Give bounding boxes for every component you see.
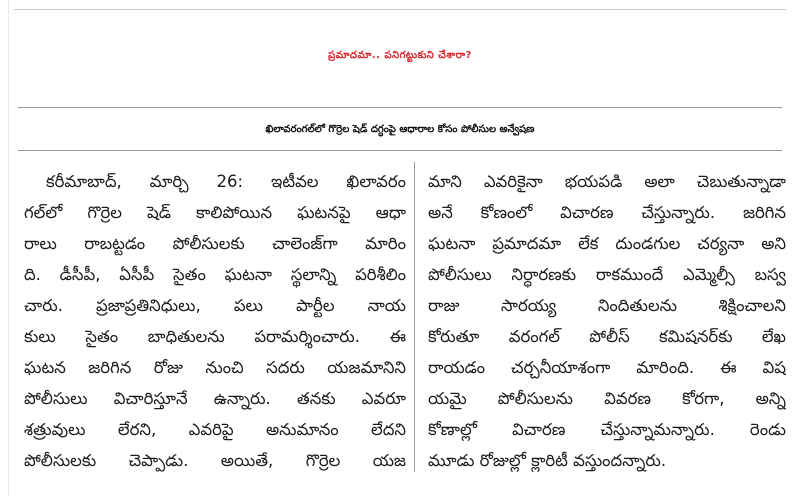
column-divider: [414, 162, 415, 472]
article-column-right: [428, 166, 786, 476]
subheadline-divider: [18, 150, 782, 151]
text-line: రాలు రాబట్టడం పోలీసులకు చాలెంజ్‌గా మారిం: [24, 234, 406, 253]
text-line: ఘటన జరిగిన రోజు నుంచి సదరు యజమానిని: [24, 358, 406, 377]
text-line: శత్రువులు లేరని, ఎవరిపై అనుమానం లేదని: [24, 420, 406, 439]
top-rule: [14, 9, 786, 10]
text-line: పోలీసులు విచారిస్తూనే ఉన్నారు. తనకు ఎవరూ: [24, 389, 406, 408]
text-line: గల్‌లో గొర్రెల షెడ్ కాలిపోయిన ఘటనపై ఆధా: [24, 203, 406, 222]
headline: ప్రమాదమా.. పనిగట్టుకుని చేశారా?: [328, 50, 472, 61]
text-line: పోలీసులకు చెప్పాడు. అయితే, గొర్రెల యజ: [24, 451, 406, 470]
text-line: కరీమాబాద్, మార్చి 26: ఇటీవల ఖిలావరం: [46, 172, 406, 191]
text-line: పోలీసులు నిర్ధారణకు రాకముందే ఎమ్మెల్సీ బస్వ: [428, 265, 786, 284]
text-line: రాయడం చర్చనీయాశంగా మారింది. ఈ విష: [428, 358, 786, 377]
subheadline: ఖిలావరంగల్‌లో గొర్రెల షెడ్ దగ్ధంపై ఆధారాల కోసం పోలీసుల అన్వేషణ: [265, 124, 535, 135]
headline-divider: [18, 107, 782, 108]
text-line: మాని ఎవరికైనా భయపడి అలా చెబుతున్నాడా: [428, 172, 786, 191]
text-line: మూడు రోజుల్లో క్లారిటీ వస్తుందన్నారు.: [428, 451, 667, 470]
text-line: అనే కోణంలో విచారణ చేస్తున్నారు. జరిగిన: [428, 203, 786, 222]
text-line: ఘటనా ప్రమాదమా లేక దుండగుల చర్యనా అని: [428, 234, 786, 253]
text-line: చారు. ప్రజాప్రతినిధులు, పలు పార్టీల నాయ: [24, 296, 406, 315]
text-line: కోణాల్లో విచారణ చేస్తున్నామన్నారు. రెండు: [428, 420, 786, 439]
article-column-left: [24, 166, 406, 476]
text-line: ది. డీసీపీ, ఏసీపీ సైతం ఘటనా స్థలాన్ని పరిశీలిం: [24, 265, 406, 284]
text-line: కోరుతూ వరంగల్ పోలీస్ కమిషనర్‌కు లేఖ: [428, 327, 786, 346]
text-line: కులు సైతం బాధితులను పరామర్శించారు. ఈ: [24, 327, 406, 346]
text-line: యమై పోలీసులను వివరణ కోరగా, అన్ని: [428, 389, 786, 408]
text-line: రాజు సారయ్య నిందితులను శిక్షించాలని: [428, 296, 786, 315]
